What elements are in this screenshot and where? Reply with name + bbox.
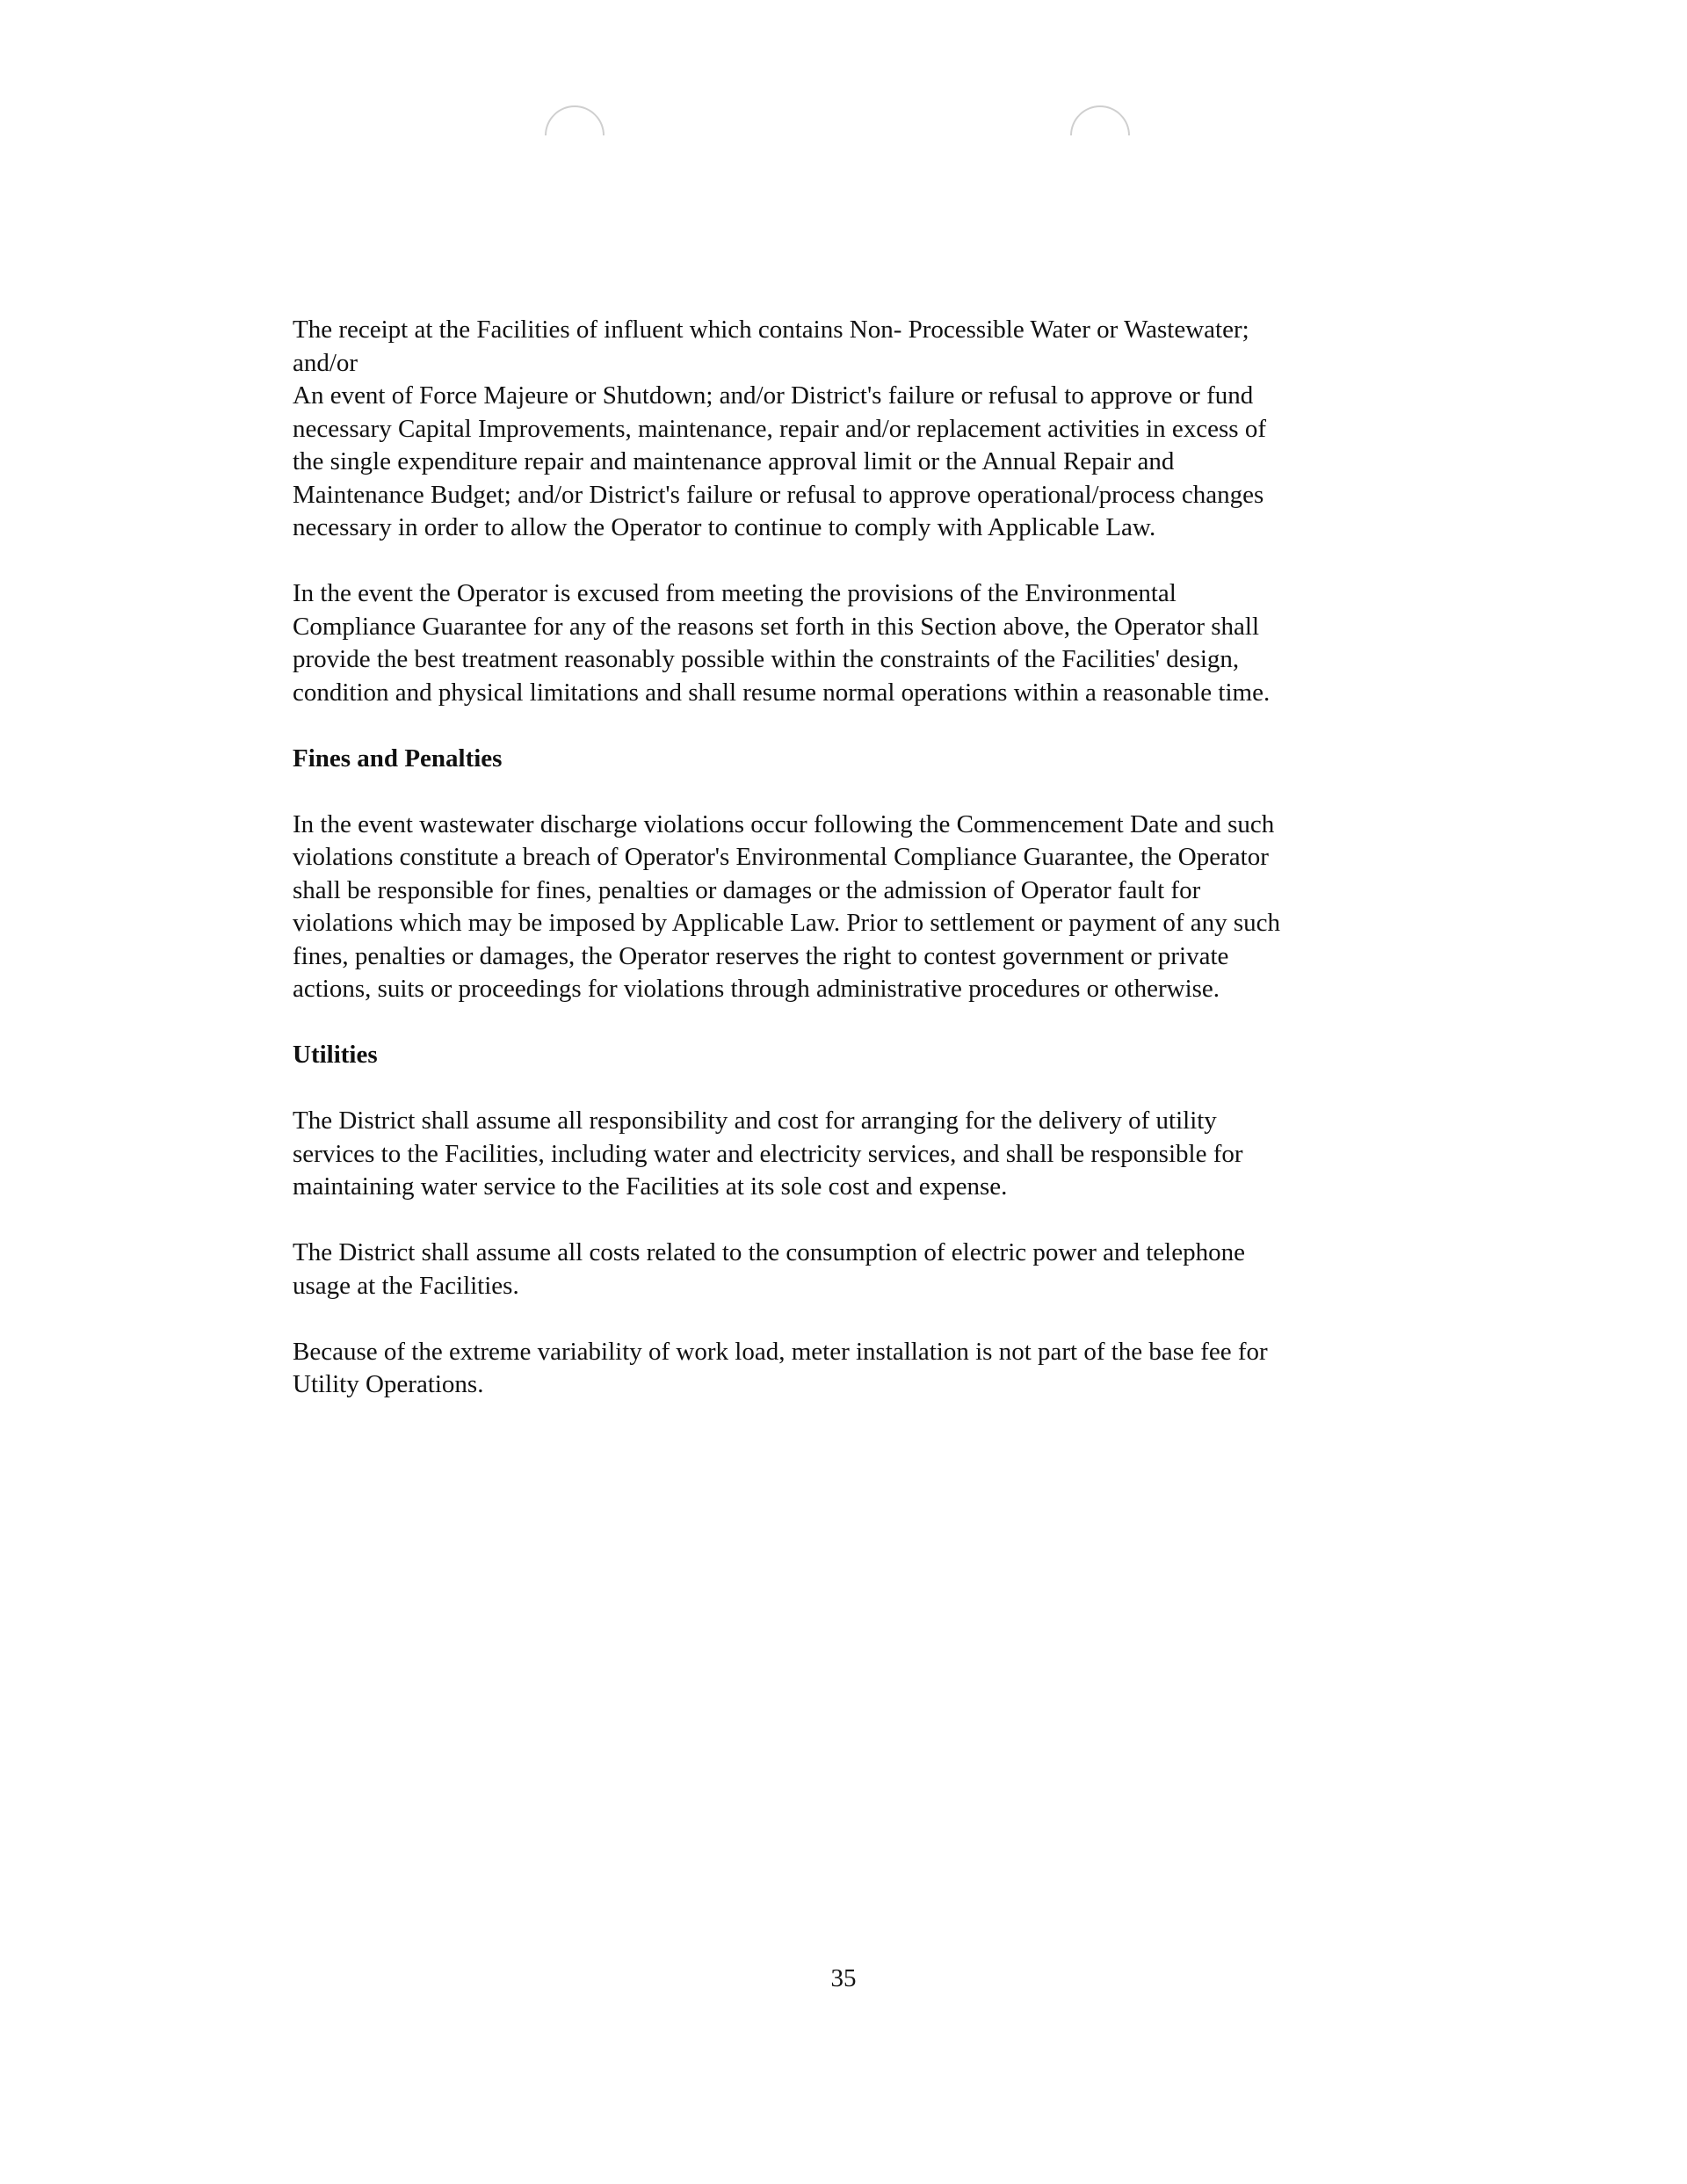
punch-hole-icon [1058, 93, 1142, 178]
text-line: Compliance Guarantee for any of the reasons set forth in this Section above, the Operator shall [293, 612, 1260, 641]
section-heading-utilities: Utilities [293, 1041, 378, 1069]
text-line: violations which may be imposed by Applicable Law. Prior to settlement or payment of any such [293, 909, 1281, 937]
text-line: Maintenance Budget; and/or District's failure or refusal to approve operational/process changes [293, 480, 1264, 509]
text-line: Utility Operations. [293, 1370, 484, 1398]
paragraph-utility-costs [293, 1237, 1435, 1302]
text-line: condition and physical limitations and shall resume normal operations within a reasonable time. [293, 678, 1271, 707]
text-line: services to the Facilities, including water and electricity services, and shall be responsible for [293, 1139, 1243, 1168]
text-line: The receipt at the Facilities of influent which contains Non- Processible Water or Wastewater; [293, 316, 1249, 344]
text-line: and/or [293, 348, 358, 377]
paragraph-meter-installation [293, 1336, 1435, 1402]
text-line: violations constitute a breach of Operator's Environmental Compliance Guarantee, the Operator [293, 843, 1269, 871]
text-line: fines, penalties or damages, the Operator reserves the right to contest government or private [293, 941, 1229, 970]
text-line: actions, suits or proceedings for violations through administrative procedures or otherwise. [293, 975, 1220, 1003]
paragraph-excusal-conditions [293, 314, 1435, 545]
text-line: usage at the Facilities. [293, 1271, 519, 1300]
text-line: The District shall assume all costs related to the consumption of electric power and telephone [293, 1238, 1245, 1266]
text-line: In the event wastewater discharge violations occur following the Commencement Date and such [293, 809, 1275, 838]
text-line: provide the best treatment reasonably possible within the constraints of the Facilities' design, [293, 645, 1240, 673]
text-line: maintaining water service to the Facilities at its sole cost and expense. [293, 1172, 1008, 1201]
paragraph-best-treatment [293, 577, 1435, 709]
text-line: shall be responsible for fines, penalties or damages or the admission of Operator fault for [293, 875, 1201, 904]
text-line: Because of the extreme variability of work load, meter installation is not part of the base fee for [293, 1337, 1268, 1366]
page-number: 35 [830, 1964, 857, 1992]
section-heading-fines-and-penalties: Fines and Penalties [293, 744, 503, 773]
paragraph-utility-delivery [293, 1105, 1435, 1204]
text-line: necessary in order to allow the Operator to continue to comply with Applicable Law. [293, 513, 1156, 541]
text-line: In the event the Operator is excused from meeting the provisions of the Environmental [293, 579, 1177, 607]
document-body [293, 314, 1435, 1402]
text-line: An event of Force Majeure or Shutdown; and/or District's failure or refusal to approve or fund [293, 381, 1254, 410]
text-line: The District shall assume all responsibility and cost for arranging for the delivery of utility [293, 1107, 1217, 1135]
paragraph-fines-and-penalties [293, 809, 1435, 1006]
text-line: necessary Capital Improvements, maintenance, repair and/or replacement activities in excess of [293, 414, 1266, 443]
text-line: the single expenditure repair and maintenance approval limit or the Annual Repair and [293, 447, 1175, 475]
punch-hole-icon [532, 93, 617, 178]
